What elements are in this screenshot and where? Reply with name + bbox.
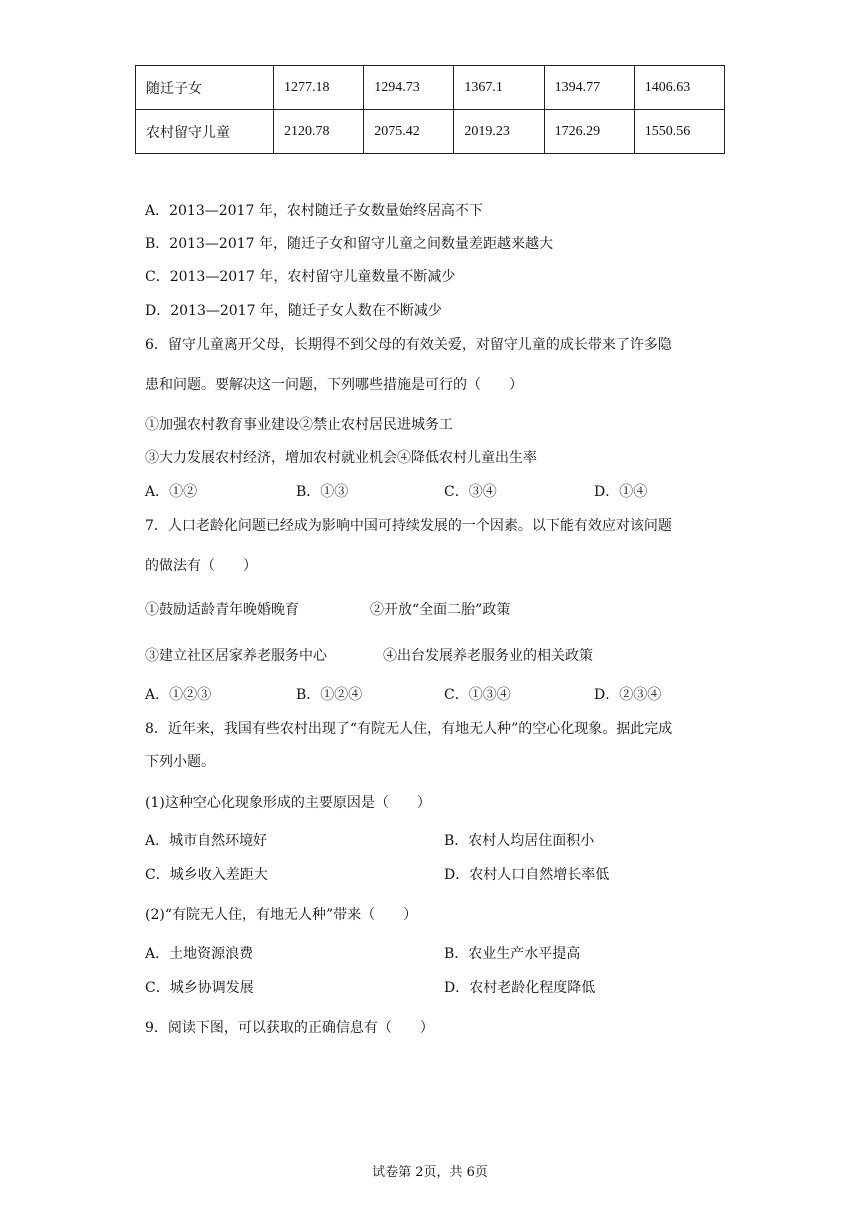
data-table: [135, 65, 725, 154]
q8-sub2-stem: (2)“有院无人住，有地无人种”带来（ ）: [145, 907, 418, 923]
q7-item-3: ③建立社区居家养老服务中心: [145, 648, 327, 664]
q5-option-d: D．2013—2017 年，随迁子女人数在不断减少: [145, 303, 442, 319]
table-cell: 1367.1: [454, 66, 544, 110]
row-label: 随迁子女: [136, 66, 274, 110]
q7-stem-line2: 的做法有（ ）: [145, 558, 257, 574]
q7-item-1: ①鼓励适龄青年晚婚晚育: [145, 602, 299, 618]
q6-option-d: D．①④: [594, 484, 648, 500]
q8-sub1-stem: (1)这种空心化现象形成的主要原因是（ ）: [145, 795, 431, 811]
q8-sub1-option-a: A．城市自然环境好: [145, 833, 268, 849]
q6-stem-line1: 6．留守儿童离开父母，长期得不到父母的有效关爱，对留守儿童的成长带来了许多隐: [145, 337, 672, 353]
table-row: [136, 66, 725, 110]
q5-option-c: C．2013—2017 年，农村留守儿童数量不断减少: [145, 269, 456, 285]
q6-option-c: C．③④: [444, 484, 497, 500]
table-row: [136, 110, 725, 154]
q8-sub2-option-b: B．农业生产水平提高: [444, 946, 581, 962]
q9-stem-line1: 9．阅读下图，可以获取的正确信息有（ ）: [145, 1020, 434, 1036]
page-footer: 试卷第 2页，共 6页: [372, 1165, 488, 1180]
q7-item-4: ④出台发展养老服务业的相关政策: [383, 648, 593, 664]
table-cell: 1294.73: [364, 66, 454, 110]
q8-sub1-option-d: D．农村人口自然增长率低: [444, 867, 610, 883]
table-cell: 2075.42: [364, 110, 454, 154]
q8-stem-line1: 8．近年来，我国有些农村出现了“有院无人住，有地无人种”的空心化现象。据此完成: [145, 721, 673, 737]
q5-option-b: B．2013—2017 年，随迁子女和留守儿童之间数量差距越来越大: [145, 236, 553, 252]
row-label: 农村留守儿童: [136, 110, 274, 154]
table-cell: 2120.78: [274, 110, 364, 154]
q7-item-2: ②开放“全面二胎”政策: [370, 602, 511, 618]
q5-option-a: A．2013—2017 年，农村随迁子女数量始终居高不下: [145, 203, 483, 219]
table-cell: 1277.18: [274, 66, 364, 110]
table-cell: 1406.63: [634, 66, 724, 110]
q7-option-a: A．①②③: [145, 687, 212, 703]
q7-option-b: B．①②④: [296, 687, 363, 703]
q8-sub1-option-c: C．城乡收入差距大: [145, 867, 268, 883]
q8-sub2-option-a: A．土地资源浪费: [145, 946, 254, 962]
q6-item-1: ①加强农村教育事业建设②禁止农村居民进城务工: [145, 417, 453, 433]
q6-item-2: ③大力发展农村经济，增加农村就业机会④降低农村儿童出生率: [145, 450, 537, 466]
table-cell: 1394.77: [544, 66, 634, 110]
q6-option-b: B．①③: [296, 484, 349, 500]
table-cell: 1726.29: [544, 110, 634, 154]
q6-stem-line2: 患和问题。要解决这一问题，下列哪些措施是可行的（ ）: [145, 377, 523, 393]
q8-stem-line2: 下列小题。: [145, 754, 215, 770]
table-cell: 1550.56: [634, 110, 724, 154]
q8-sub2-option-d: D．农村老龄化程度降低: [444, 980, 596, 996]
q8-sub1-option-b: B．农村人均居住面积小: [444, 833, 595, 849]
q7-option-d: D．②③④: [594, 687, 662, 703]
q7-option-c: C．①③④: [444, 687, 511, 703]
q7-stem-line1: 7．人口老龄化问题已经成为影响中国可持续发展的一个因素。以下能有效应对该问题: [145, 518, 672, 534]
table-cell: 2019.23: [454, 110, 544, 154]
q8-sub2-option-c: C．城乡协调发展: [145, 980, 254, 996]
q6-option-a: A．①②: [145, 484, 198, 500]
